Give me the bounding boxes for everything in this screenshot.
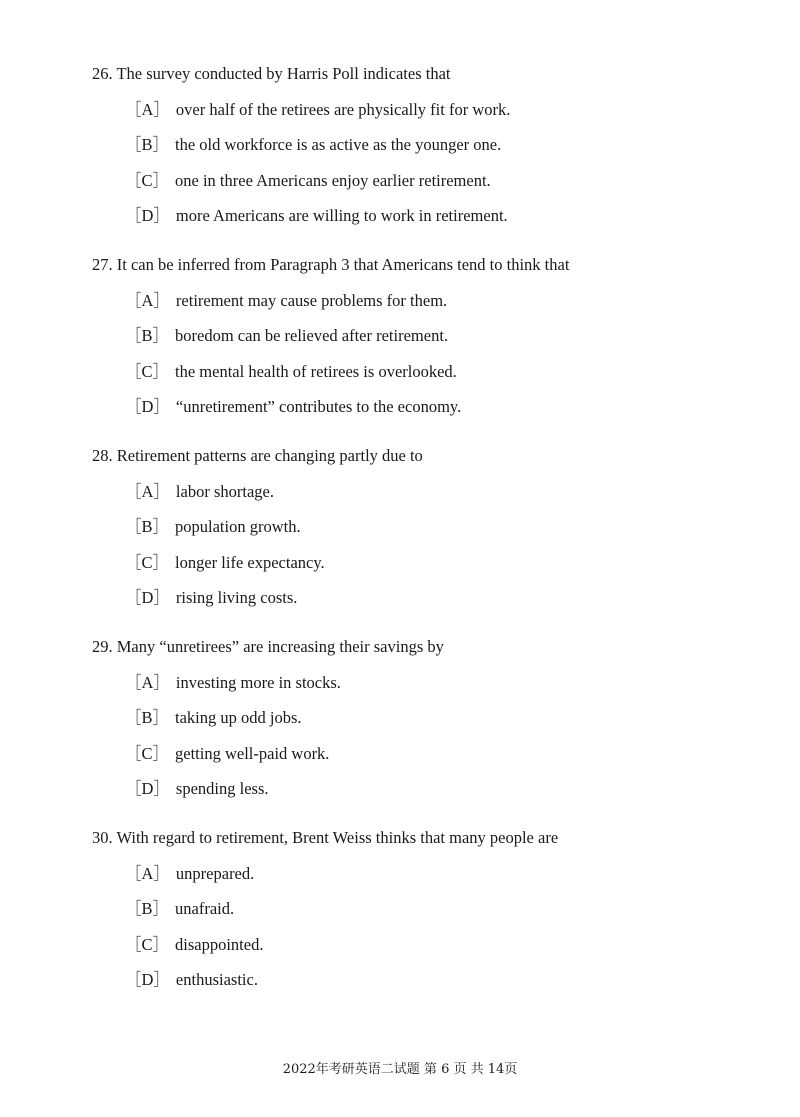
question-stem: 29. Many “unretirees” are increasing their savings by [92,637,444,656]
question-26 [92,63,772,227]
option-letter: ［B］ [125,899,170,918]
option-letter: ［A］ [125,290,170,310]
option-text: the mental health of retirees is overlooked. [175,361,457,381]
option-letter: ［C］ [125,934,170,954]
option-c [125,552,772,574]
option-text: getting well-paid work. [175,743,330,763]
question-28 [92,445,772,609]
option-text: “unretirement” contributes to the economy. [175,397,462,416]
option-text: labor shortage. [175,481,274,501]
option-text: enthusiastic. [175,970,258,989]
question-27 [92,254,772,418]
option-letter: ［B］ [125,517,170,536]
question-stem: 26. The survey conducted by Harris Poll indicates that [92,64,451,83]
page-footer: 2022年考研英语二试题 第 6 页 共 14页 [282,1062,518,1077]
option-a [125,863,772,885]
option-text: more Americans are willing to work in retirement. [175,206,508,225]
option-c [125,170,772,192]
option-text: population growth. [175,517,301,536]
option-text: one in three Americans enjoy earlier retirement. [175,170,491,190]
question-stem: 27. It can be inferred from Paragraph 3 that Americans tend to think that [92,255,570,274]
option-letter: ［B］ [125,326,170,345]
option-c [125,934,772,956]
option-c [125,743,772,765]
option-b [125,707,772,729]
option-letter: ［A］ [125,672,170,692]
option-b [125,325,772,347]
option-letter: ［D］ [125,397,170,416]
option-a [125,290,772,312]
option-text: investing more in stocks. [175,672,341,692]
option-letter: ［A］ [125,99,170,119]
option-letter: ［C］ [125,743,170,763]
option-letter: ［D］ [125,206,170,225]
question-30 [92,827,772,991]
option-text: longer life expectancy. [175,552,325,572]
option-a [125,672,772,694]
option-text: boredom can be relieved after retirement. [175,326,449,345]
option-d [125,396,772,418]
option-text: disappointed. [175,934,264,954]
option-a [125,481,772,503]
option-letter: ［C］ [125,552,170,572]
option-text: the old workforce is as active as the younger one. [175,135,502,154]
option-text: retirement may cause problems for them. [175,290,448,310]
question-stem: 30. With regard to retirement, Brent Weiss thinks that many people are [92,828,559,847]
option-letter: ［D］ [125,970,170,989]
option-text: unafraid. [175,899,235,918]
option-letter: ［B］ [125,708,170,727]
option-text: spending less. [175,779,269,798]
option-letter: ［D］ [125,588,170,607]
option-d [125,587,772,609]
option-text: taking up odd jobs. [175,708,302,727]
option-letter: ［A］ [125,863,170,883]
option-d [125,969,772,991]
option-text: over half of the retirees are physically fit for work. [175,99,511,119]
option-b [125,898,772,920]
option-b [125,134,772,156]
option-d [125,205,772,227]
option-letter: ［C］ [125,170,170,190]
option-text: rising living costs. [175,588,298,607]
option-text: unprepared. [175,863,255,883]
question-29 [92,636,772,800]
option-a [125,99,772,121]
option-b [125,516,772,538]
option-c [125,361,772,383]
option-letter: ［A］ [125,481,170,501]
option-letter: ［B］ [125,135,170,154]
question-stem: 28. Retirement patterns are changing partly due to [92,446,423,465]
option-letter: ［C］ [125,361,170,381]
option-d [125,778,772,800]
option-letter: ［D］ [125,779,170,798]
